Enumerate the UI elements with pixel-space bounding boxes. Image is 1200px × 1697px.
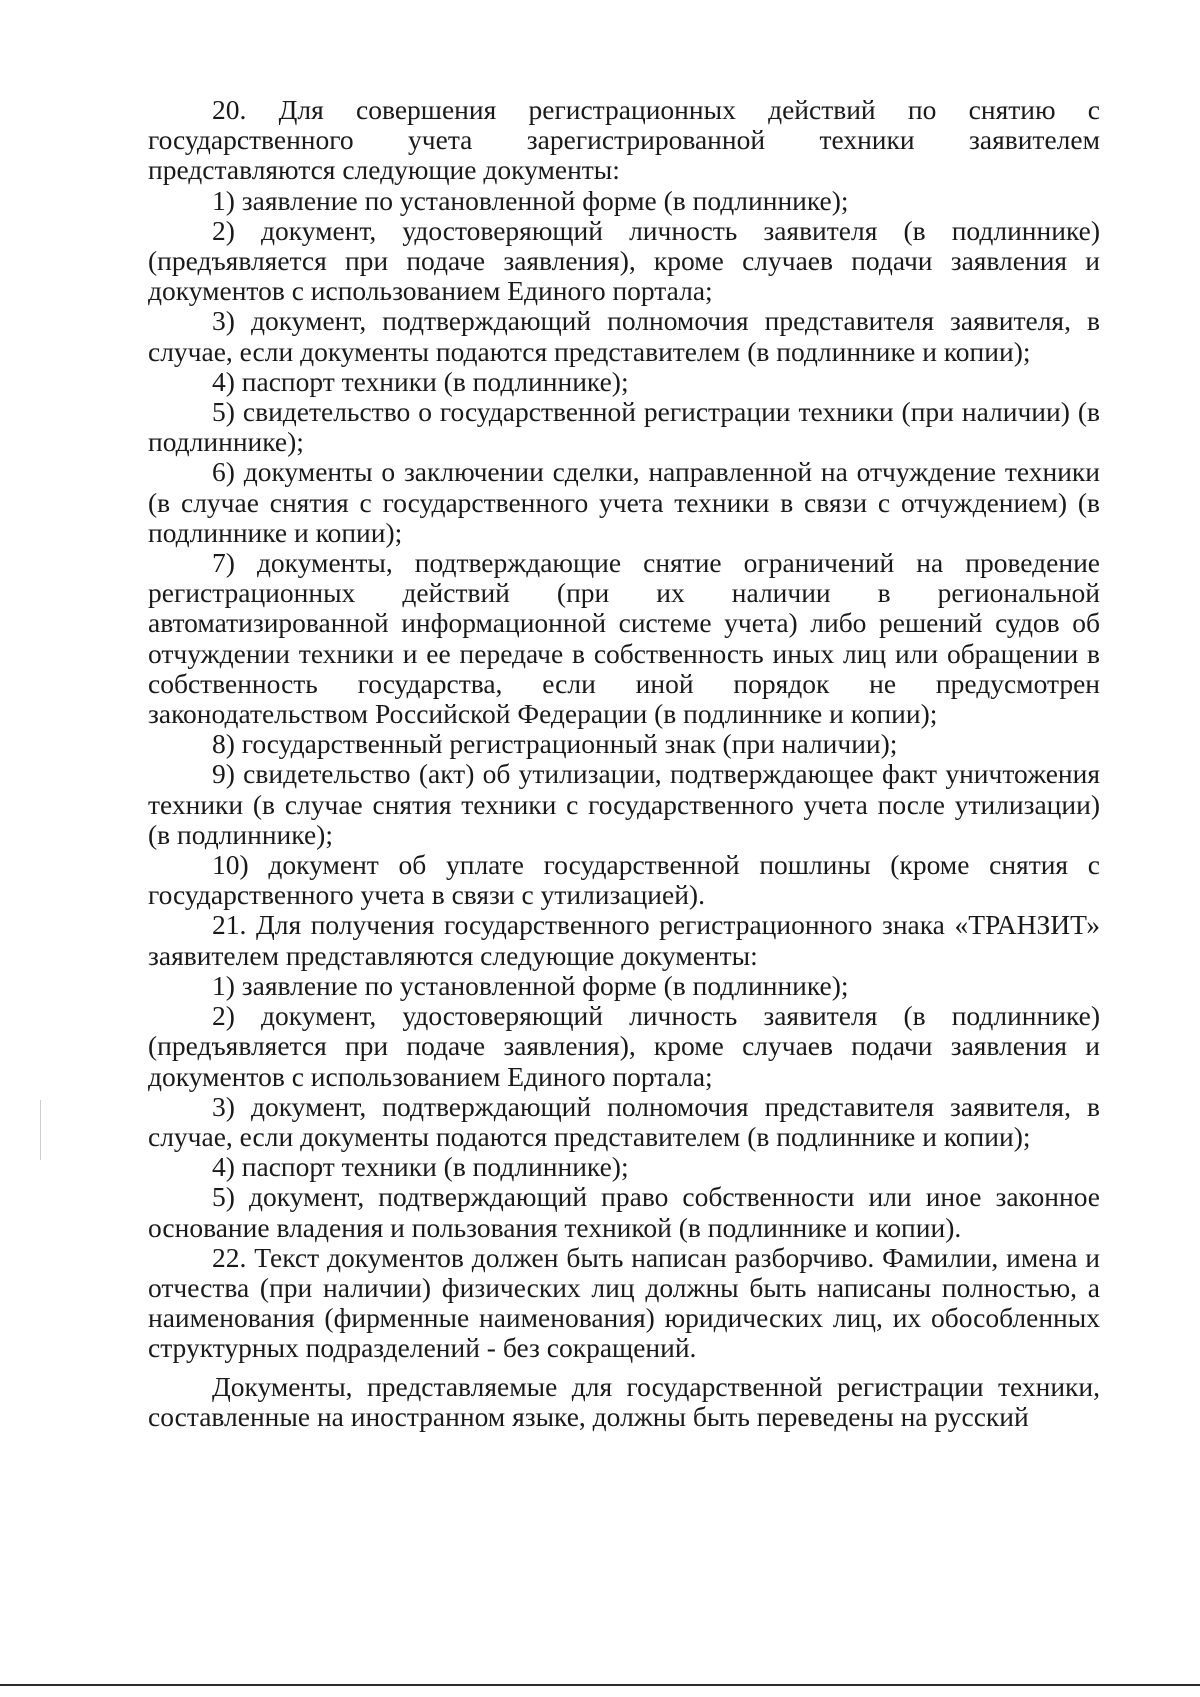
paragraph-foreign-language: Документы, представляемые для государственной регистрации техники, составленные на иностранном языке, должны быть переведены на русский bbox=[148, 1370, 1100, 1432]
paragraph-20-item-10: 10) документ об уплате государственной пошлины (кроме снятия с государственного учета в связи с утилизацией). bbox=[148, 849, 1100, 911]
paragraph-21-item-3: 3) документ, подтверждающий полномочия представителя заявителя, в случае, если документы подаются представителем (в подлиннике и копии); bbox=[148, 1090, 1100, 1152]
paragraph-20-item-5: 5) свидетельство о государственной регистрации техники (при наличии) (в подлиннике); bbox=[148, 396, 1100, 458]
paragraph-20-item-2: 2) документ, удостоверяющий личность заявителя (в подлиннике) (предъявляется при подаче заявления), кроме случаев подачи заявления и документов с использованием Единого портала; bbox=[148, 214, 1100, 307]
scan-artifact-mark bbox=[40, 1100, 41, 1160]
paragraph-20: 20. Для совершения регистрационных действий по снятию с государственного учета зарегистрированной техники заявителем представляются следующие документы: bbox=[148, 94, 1100, 186]
paragraph-21: 21. Для получения государственного регистрационного знака «ТРАНЗИТ» заявителем представляются следующие документы: bbox=[148, 909, 1100, 971]
paragraph-20-item-1: 1) заявление по установленной форме (в подлиннике); bbox=[212, 184, 849, 216]
paragraph-20-item-8: 8) государственный регистрационный знак (при наличии); bbox=[212, 728, 898, 760]
paragraph-21-item-1: 1) заявление по установленной форме (в подлиннике); bbox=[212, 969, 849, 1001]
paragraph-20-item-4: 4) паспорт техники (в подлиннике); bbox=[212, 365, 629, 397]
paragraph-21-item-5: 5) документ, подтверждающий право собственности или иное законное основание владения и пользования техникой (в подлиннике и копии). bbox=[148, 1181, 1100, 1243]
document-body bbox=[148, 95, 1100, 1432]
paragraph-20-item-7: 7) документы, подтверждающие снятие ограничений на проведение регистрационных действий (при их наличии в региональной автоматизированной информационной системе учета) либо решений судов об отчуждении техники и ее передаче в собственность иных лиц или обращении в собственность государства, если иной порядок не предусмотрен законодательством Российской Федерации (в подлиннике и копии); bbox=[148, 547, 1100, 730]
paragraph-21-item-2: 2) документ, удостоверяющий личность заявителя (в подлиннике) (предъявляется при подаче заявления), кроме случаев подачи заявления и документов с использованием Единого портала; bbox=[148, 1000, 1100, 1092]
paragraph-20-item-6: 6) документы о заключении сделки, направленной на отчуждение техники (в случае снятия с государственного учета техники в связи с отчуждением) (в подлиннике и копии); bbox=[148, 456, 1100, 548]
paragraph-20-item-9: 9) свидетельство (акт) об утилизации, подтверждающее факт уничтожения техники (в случае снятия техники с государственного учета после утилизации) (в подлиннике); bbox=[148, 758, 1100, 850]
paragraph-22: 22. Текст документов должен быть написан разборчиво. Фамилии, имена и отчества (при наличии) физических лиц должны быть написаны полностью, а наименования (фирменные наименования) юридических лиц, их обособленных структурных подразделений - без сокращений. bbox=[148, 1241, 1100, 1364]
page-bottom-edge-line bbox=[0, 1684, 1200, 1686]
paragraph-21-item-4: 4) паспорт техники (в подлиннике); bbox=[212, 1151, 629, 1183]
paragraph-20-item-3: 3) документ, подтверждающий полномочия представителя заявителя, в случае, если документы подаются представителем (в подлиннике и копии); bbox=[148, 305, 1100, 367]
